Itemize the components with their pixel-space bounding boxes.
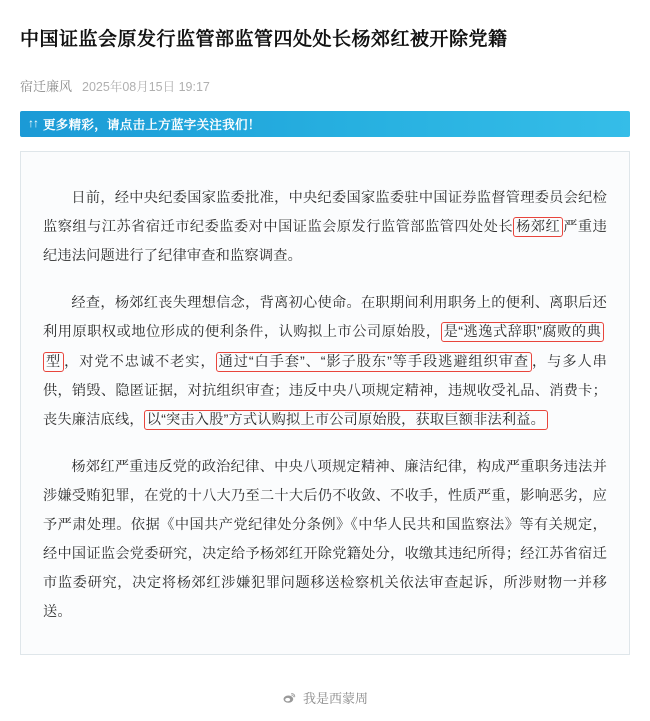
p2-text-c: ，与多人串供，销毁、隐匿证据，对抗组织审查；违反中央八项规定精神，违规收受礼品、消费卡；丧失廉洁底线， <box>43 353 607 428</box>
follow-banner[interactable] <box>20 111 630 137</box>
highlight-sudden-shareholding: 以“突击入股”方式认购拟上市公司原始股，获取巨额非法利益。 <box>144 410 548 430</box>
p2-text-a: 经查，杨郊红丧失理想信念，背离初心使命。在职期间利用职务上的便利、离职后还利用原职权或地位形成的便利条件，认购拟上市公司原始股， <box>43 295 607 341</box>
article-body-card <box>20 151 630 655</box>
article-meta <box>0 66 650 95</box>
banner-label: 更多精彩，请点击上方蓝字关注我们！ <box>43 118 261 133</box>
p1-text-b: 严重违纪违法问题进行了纪律审查和监察调查。 <box>43 219 607 265</box>
source-name[interactable]: 我是西蒙周 <box>302 690 368 706</box>
highlight-white-glove: 通过“白手套”、“影子股东”等手段逃避组织审查 <box>216 352 532 372</box>
paragraph-3: 杨郊红严重违反党的政治纪律、中央八项规定精神、廉洁纪律，构成严重职务违法并涉嫌受贿犯罪，在党的十八大乃至二十大后仍不收敛、不收手，性质严重，影响恶劣，应予严肃处理。依据《中国共产党纪律处分条例》《中华人民共和国监察法》等有关规定，经中国证监会党委研究，决定给予杨郊红开除党籍处分，收缴其违纪所得；经江苏省宿迁市监委研究，决定将杨郊红涉嫌犯罪问题移送检察机关依法审查起诉，所涉财物一并移送。 <box>43 458 607 621</box>
author-name[interactable]: 宿迁廉风 <box>20 79 73 95</box>
p1-text-a: 日前，经中央纪委国家监委批准，中央纪委国家监委驻中国证券监督管理委员会纪检监察组与江苏省宿迁市纪委监委对中国证监会原发行监管部监管四处处长 <box>43 190 607 236</box>
article-page <box>0 13 650 721</box>
up-arrows-icon: ↑↑ <box>28 116 38 131</box>
weibo-icon <box>282 690 297 705</box>
publish-date: 2025年08月15日 19:17 <box>82 79 210 94</box>
highlight-name: 杨郊红 <box>513 217 563 237</box>
p2-text-b: ，对党不忠诚不老实， <box>64 353 216 370</box>
page-title: 中国证监会原发行监管部监管四处处长杨郊红被开除党籍 <box>20 28 508 50</box>
source-footer[interactable] <box>0 688 650 707</box>
paragraph-2 <box>43 289 607 435</box>
highlight-escape-resignation: 是“逃逸式辞职”腐败的典型 <box>43 322 604 371</box>
paragraph-1 <box>43 184 607 271</box>
